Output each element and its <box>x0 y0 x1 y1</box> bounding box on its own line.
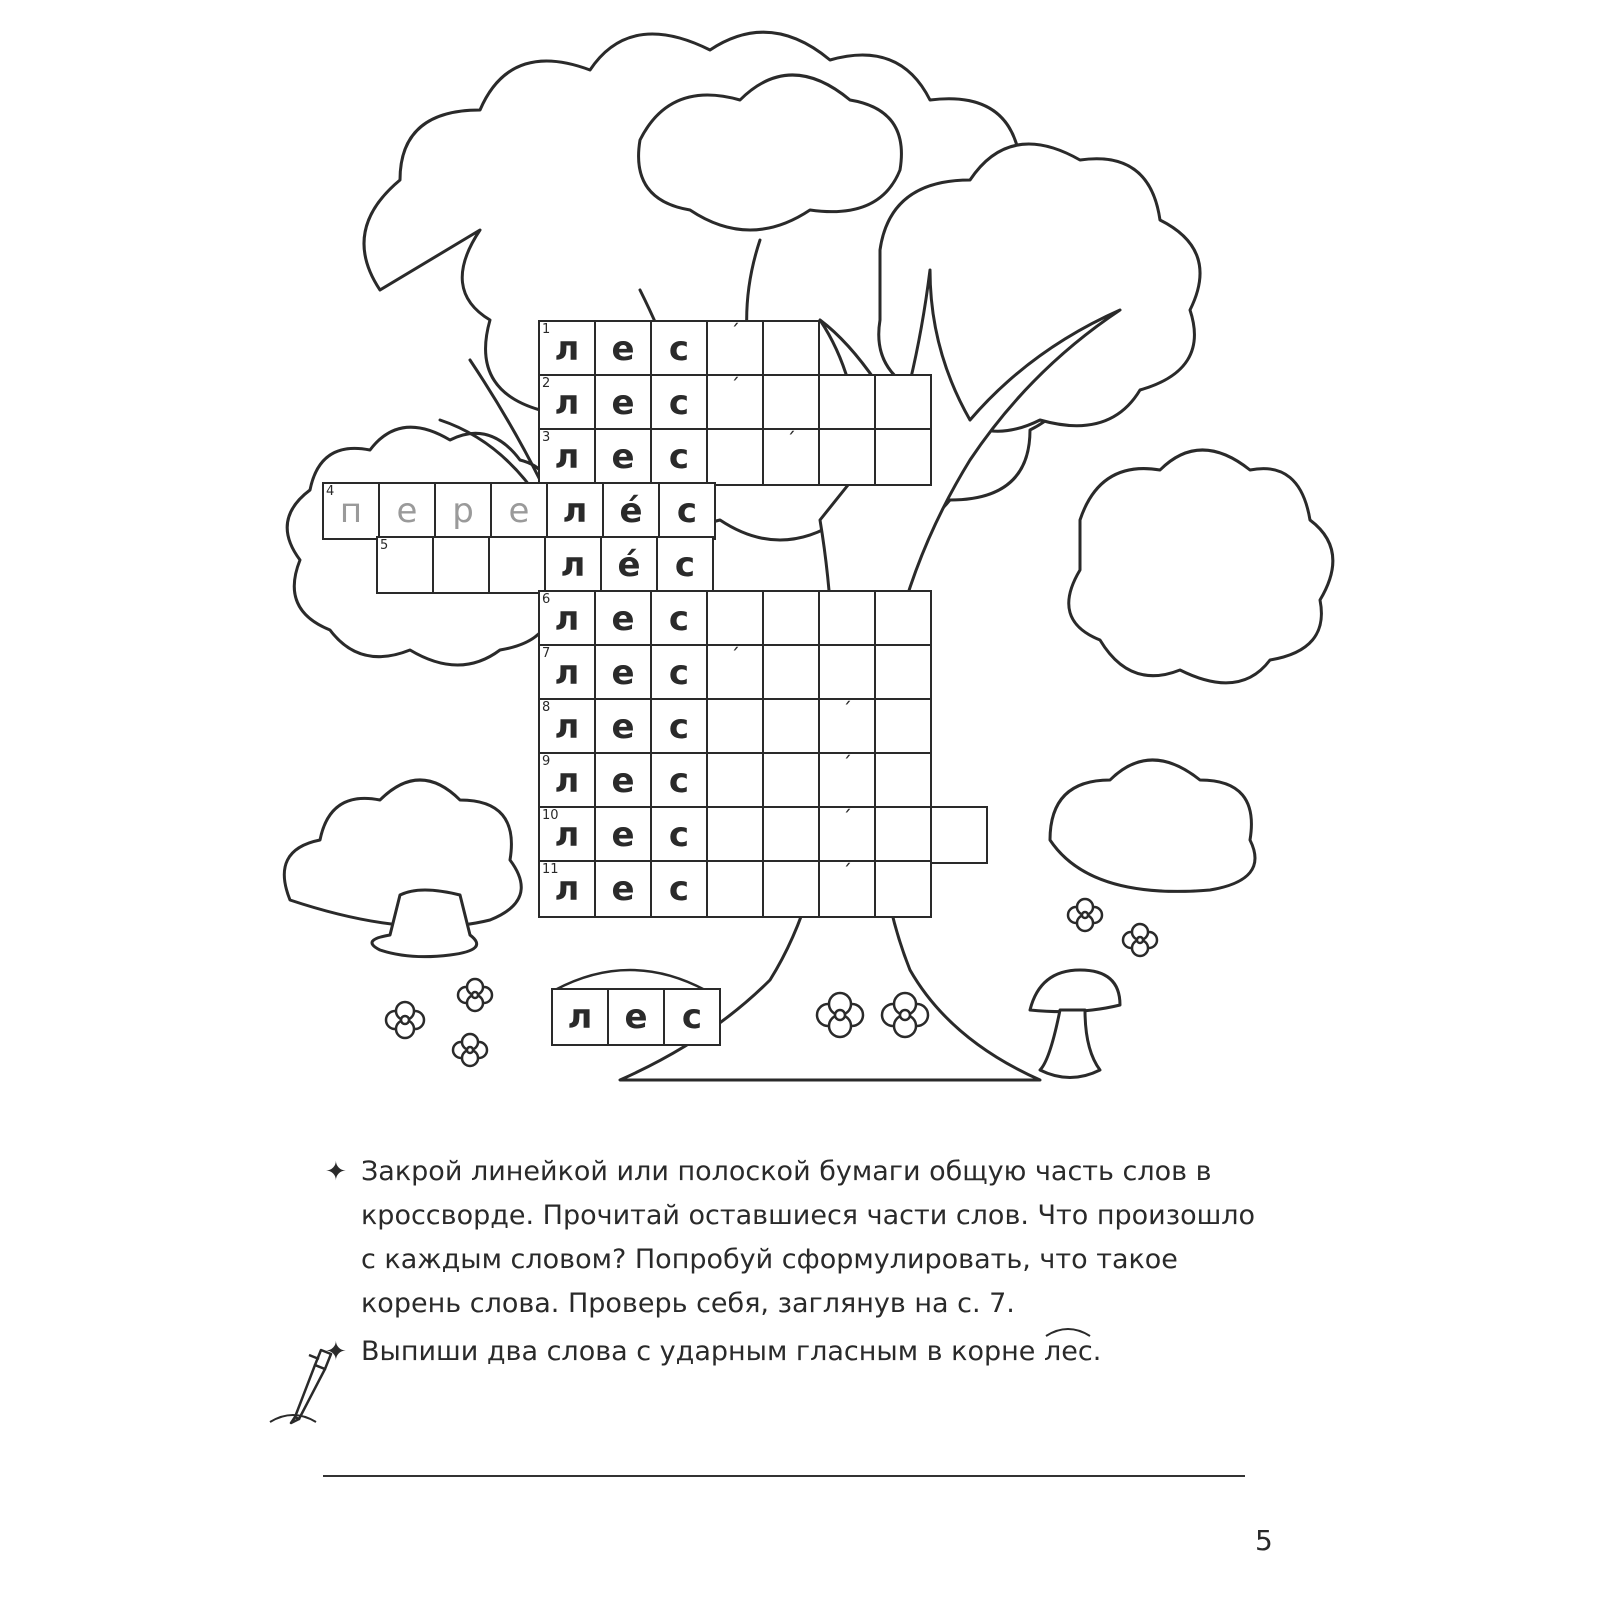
crossword-cell: с <box>650 590 708 648</box>
crossword-cell[interactable] <box>706 698 764 756</box>
crossword-row-8 <box>540 700 932 755</box>
stress-mark: ´ <box>730 644 740 668</box>
crossword-cell: л 6 <box>538 590 596 648</box>
root-word-box <box>553 990 721 1046</box>
crossword-cell[interactable] <box>874 428 932 486</box>
crossword-cell: е <box>594 860 652 918</box>
crossword-row-10 <box>540 808 988 863</box>
crossword-cell[interactable] <box>706 590 764 648</box>
crossword-cell[interactable] <box>706 860 764 918</box>
stress-mark: ´ <box>842 806 852 830</box>
crossword-cell: с <box>650 374 708 432</box>
task-2-text-after: . <box>1092 1336 1102 1367</box>
crossword-cell: с <box>650 698 708 756</box>
crossword-cell[interactable] <box>818 806 876 864</box>
crossword-cell: с <box>650 806 708 864</box>
crossword-cell[interactable] <box>874 590 932 648</box>
answer-line[interactable] <box>323 1475 1245 1477</box>
crossword-cell: е <box>594 698 652 756</box>
crossword-cell: е <box>594 320 652 378</box>
crossword-cell[interactable] <box>874 644 932 702</box>
crossword-cell[interactable] <box>762 752 820 810</box>
crossword-cell: с <box>658 482 716 540</box>
crossword-cell[interactable] <box>762 698 820 756</box>
crossword-cell: л 3 <box>538 428 596 486</box>
crossword-cell: л 10 <box>538 806 596 864</box>
page-number: 5 <box>1255 1524 1273 1557</box>
crossword-cell: л 2 <box>538 374 596 432</box>
clue-number: 10 <box>542 808 559 823</box>
task-2-text <box>361 1330 1261 1374</box>
crossword-cell[interactable] <box>762 374 820 432</box>
crossword-cell: л <box>546 482 604 540</box>
crossword-cell: е <box>594 590 652 648</box>
crossword-cell: с <box>650 320 708 378</box>
clue-number: 11 <box>542 862 559 877</box>
crossword-cell[interactable] <box>818 428 876 486</box>
crossword-cell: л 7 <box>538 644 596 702</box>
crossword-cell[interactable] <box>874 698 932 756</box>
task-2-root-word: лес <box>1044 1330 1093 1374</box>
task-2-text-before: Выпиши два слова с ударным гласным в корне <box>361 1336 1044 1367</box>
clue-number: 9 <box>542 754 551 769</box>
clue-number: 6 <box>542 592 551 607</box>
clue-number: 8 <box>542 700 551 715</box>
crossword-cell: е <box>490 482 548 540</box>
crossword-row-6 <box>540 592 932 647</box>
crossword-cell: л 8 <box>538 698 596 756</box>
clue-number: 2 <box>542 376 551 391</box>
crossword-cell[interactable] <box>762 806 820 864</box>
crossword-cell[interactable] <box>762 428 820 486</box>
crossword-row-4 <box>324 484 716 539</box>
crossword-cell: е́ <box>602 482 660 540</box>
crossword-cell[interactable] <box>706 374 764 432</box>
crossword-row-1 <box>540 322 820 377</box>
bullet-star-icon: ✦ <box>325 1157 347 1187</box>
small-arc-mark <box>268 1408 318 1424</box>
crossword-cell: е <box>594 428 652 486</box>
crossword-cell[interactable] <box>818 644 876 702</box>
clue-number: 5 <box>380 538 389 553</box>
crossword-cell[interactable] <box>818 860 876 918</box>
crossword-cell[interactable] <box>762 320 820 378</box>
crossword-cell: е́ <box>600 536 658 594</box>
task-1 <box>325 1150 1261 1326</box>
crossword-cell: п 4 <box>322 482 380 540</box>
stress-mark: ´ <box>842 860 852 884</box>
crossword-cell[interactable] <box>874 374 932 432</box>
crossword-row-2 <box>540 376 932 431</box>
crossword-cell[interactable] <box>818 590 876 648</box>
crossword-row-3 <box>540 430 932 485</box>
crossword-cell[interactable] <box>874 806 932 864</box>
crossword-cell: е <box>378 482 436 540</box>
crossword-cell[interactable] <box>706 752 764 810</box>
flower <box>386 1002 424 1038</box>
stress-mark: ´ <box>842 698 852 722</box>
crossword-cell[interactable] <box>818 698 876 756</box>
crossword-row-11 <box>540 862 932 917</box>
crossword-cell[interactable] <box>706 806 764 864</box>
flower <box>453 1034 487 1066</box>
stress-mark: ´ <box>842 752 852 776</box>
crossword-cell[interactable] <box>930 806 988 864</box>
crossword-cell[interactable] <box>874 860 932 918</box>
crossword-cell: с <box>650 860 708 918</box>
crossword-cell: е <box>594 806 652 864</box>
stress-mark: ´ <box>786 428 796 452</box>
crossword-row-9 <box>540 754 932 809</box>
crossword-cell[interactable] <box>762 590 820 648</box>
stress-mark: ´ <box>730 320 740 344</box>
root-letter: с <box>663 988 721 1046</box>
task-2 <box>325 1330 1261 1374</box>
crossword-cell: л 9 <box>538 752 596 810</box>
root-letter: е <box>607 988 665 1046</box>
crossword-cell: е <box>594 644 652 702</box>
crossword-cell[interactable] <box>818 752 876 810</box>
crossword-cell: е <box>594 752 652 810</box>
clue-number: 7 <box>542 646 551 661</box>
crossword-cell[interactable] <box>762 644 820 702</box>
crossword-cell: с <box>650 752 708 810</box>
crossword-cell: л <box>544 536 602 594</box>
crossword-cell: с <box>650 428 708 486</box>
crossword-cell: с <box>650 644 708 702</box>
crossword-cell[interactable] <box>818 374 876 432</box>
crossword-row-7 <box>540 646 932 701</box>
bullet-star-icon: ✦ <box>325 1337 347 1367</box>
crossword-cell[interactable] <box>706 428 764 486</box>
clue-number: 1 <box>542 322 551 337</box>
crossword-cell[interactable] <box>376 536 434 594</box>
crossword-cell[interactable] <box>488 536 546 594</box>
crossword-row-5 <box>378 538 714 593</box>
root-letter: л <box>551 988 609 1046</box>
crossword-cell: л 11 <box>538 860 596 918</box>
crossword-cell[interactable] <box>706 644 764 702</box>
crossword-cell: с <box>656 536 714 594</box>
crossword-cell[interactable] <box>762 860 820 918</box>
clue-number: 4 <box>326 484 335 499</box>
mushroom-stem <box>1040 1010 1100 1078</box>
crossword-cell: е <box>594 374 652 432</box>
clue-number: 3 <box>542 430 551 445</box>
crossword-cell[interactable] <box>432 536 490 594</box>
stress-mark: ´ <box>730 374 740 398</box>
task-1-text: Закрой линейкой или полоской бумаги общую часть слов в кроссворде. Прочитай оставшиеся части слов. Что произошло с каждым словом? Попробуй сформулировать, что такое корень слова. Проверь себя, заглянув на с. 7. <box>361 1156 1256 1319</box>
crossword-cell[interactable] <box>874 752 932 810</box>
crossword-cell: л 1 <box>538 320 596 378</box>
crossword-cell[interactable] <box>706 320 764 378</box>
crossword-cell: р <box>434 482 492 540</box>
